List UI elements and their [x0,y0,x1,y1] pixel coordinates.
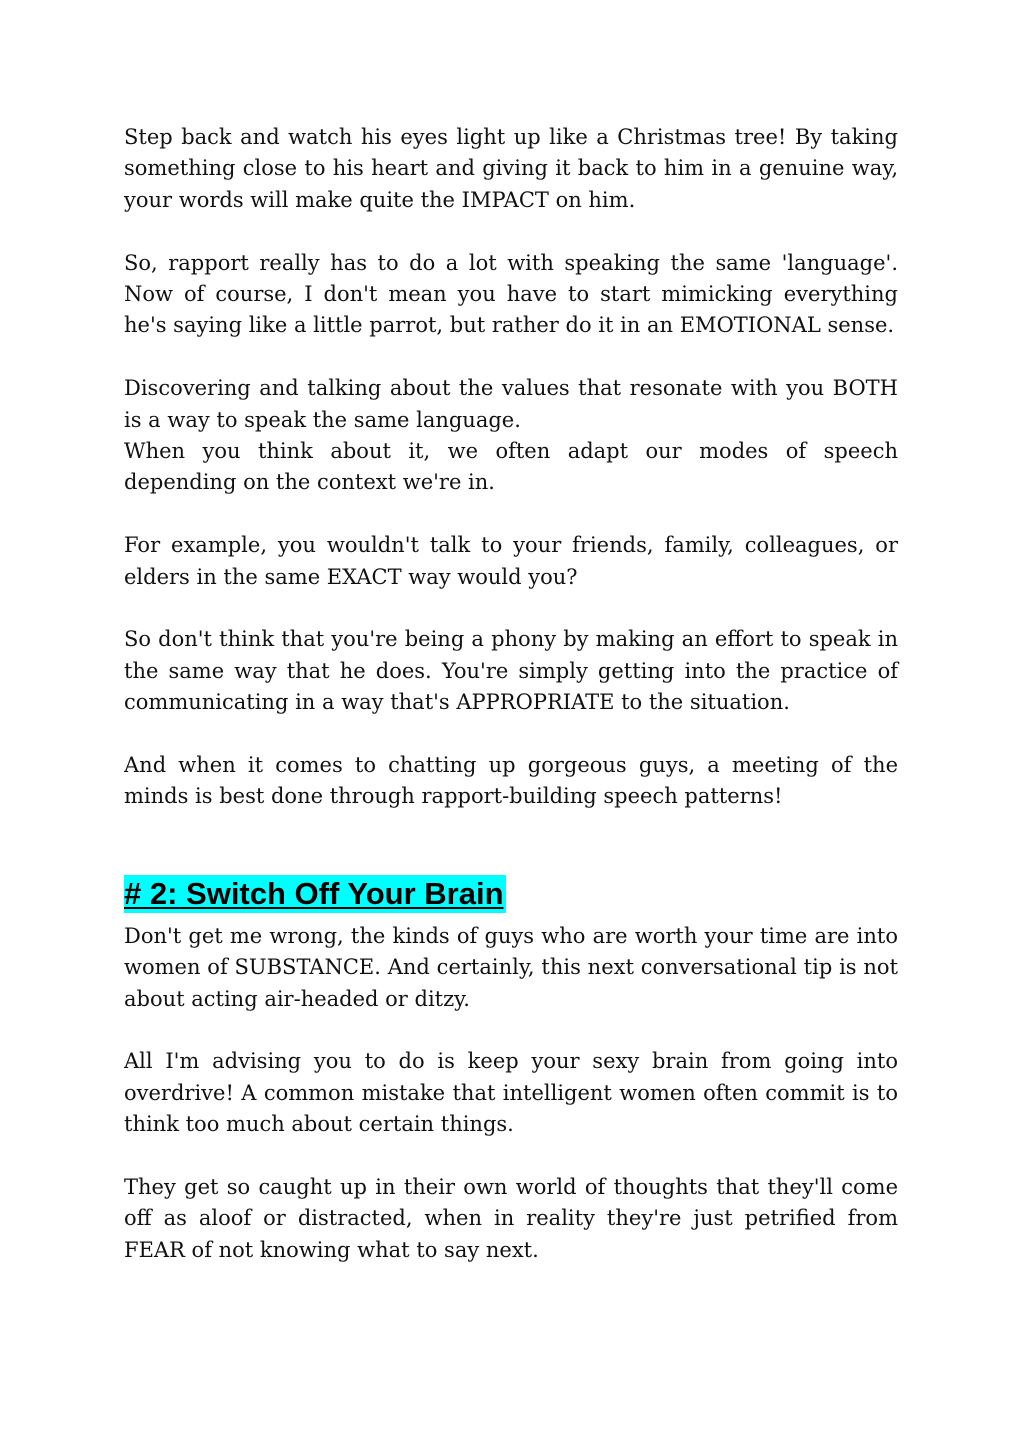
paragraph: All I'm advising you to do is keep your sexy brain from going into overdrive! A common mistake that intelligent women often commit is to think too much about certain things. [124,1049,898,1137]
section-heading-wrap [124,875,898,915]
document-page [124,122,898,1298]
paragraph: So, rapport really has to do a lot with speaking the same 'language'. Now of course, I don't mean you have to start mimicking everything he's saying like a little parrot, but rather do it in an EMOTIONAL sense. [124,250,898,338]
paragraph: Discovering and talking about the values that resonate with you BOTH is a way to speak the same language. [124,376,898,432]
section-heading: # 2: Switch Off Your Brain [124,875,504,911]
paragraph: For example, you wouldn't talk to your friends, family, colleagues, or elders in the same EXACT way would you? [124,533,898,589]
paragraph: When you think about it, we often adapt our modes of speech depending on the context we're in. [124,439,898,495]
paragraph: Step back and watch his eyes light up like a Christmas tree! By taking something close to his heart and giving it back to him in a genuine way, your words will make quite the IMPACT on him. [124,125,898,212]
paragraph: So don't think that you're being a phony by making an effort to speak in the same way that he does. You're simply getting into the practice of communicating in a way that's APPROPRIATE to the situation. [124,627,898,715]
paragraph: They get so caught up in their own world of thoughts that they'll come off as aloof or distracted, when in reality they're just petrified from FEAR of not knowing what to say next. [124,1175,898,1262]
paragraph: And when it comes to chatting up gorgeous guys, a meeting of the minds is best done through rapport-building speech patterns! [124,753,898,809]
paragraph: Don't get me wrong, the kinds of guys who are worth your time are into women of SUBSTANCE. And certainly, this next conversational tip is not about acting air-headed or ditzy. [124,923,898,1011]
